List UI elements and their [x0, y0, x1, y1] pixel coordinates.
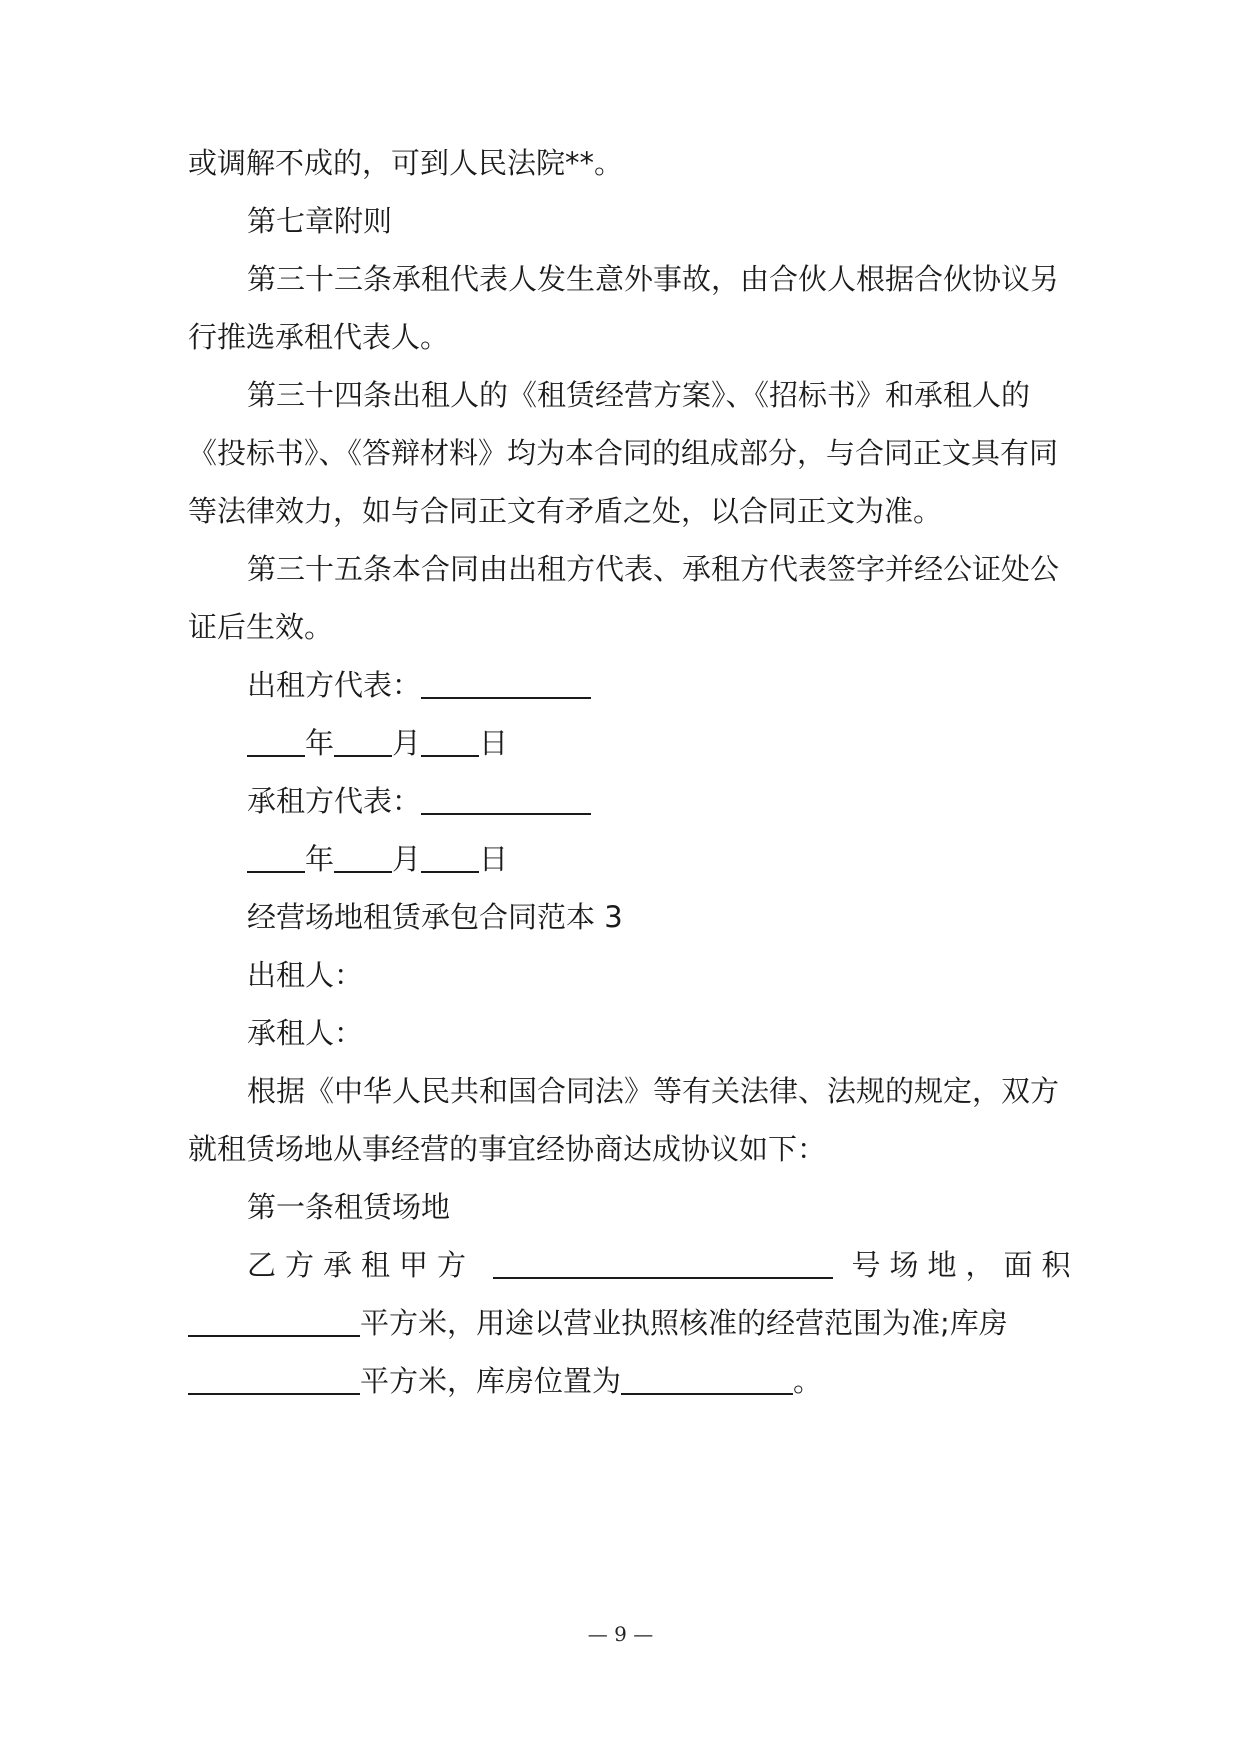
paragraph-line: 第三十五条本合同由出租方代表、承租方代表签字并经公证处公	[247, 552, 1060, 586]
article1-line2-text: 平方米，用途以营业执照核准的经营范围为准;库房	[360, 1306, 1008, 1340]
article1-line2	[188, 1303, 1068, 1343]
paragraph-line: 行推选承租代表人。	[188, 320, 450, 354]
paragraph-line: 就租赁场地从事经营的事宜经协商达成协议如下：	[188, 1132, 827, 1166]
lessor-rep-label: 出租方代表：	[247, 668, 422, 702]
storage-location-blank	[621, 1363, 793, 1395]
lessee-rep-label: 承租方代表：	[247, 784, 422, 818]
contract-title: 经营场地租赁承包合同范本 3	[247, 900, 623, 934]
lessee-date-line	[247, 839, 1067, 879]
paragraph-line: 第三十三条承租代表人发生意外事故，由合伙人根据合伙协议另	[247, 262, 1060, 296]
paragraph-line: 根据《中华人民共和国合同法》等有关法律、法规的规定，双方	[247, 1074, 1060, 1108]
month-blank	[334, 841, 392, 873]
year-blank	[247, 841, 305, 873]
lessor-signature-blank	[421, 667, 591, 699]
year-blank	[247, 725, 305, 757]
article1-line1	[247, 1245, 1080, 1285]
article-heading: 第一条租赁场地	[247, 1190, 451, 1224]
article1-part1: 乙方承租甲方	[247, 1248, 476, 1282]
day-label: 日	[479, 842, 509, 876]
article1-line3-end: 。	[793, 1364, 823, 1398]
page-number: — 9 —	[587, 1622, 654, 1646]
lessee-label: 承租人：	[247, 1016, 364, 1050]
storage-area-blank	[188, 1363, 360, 1395]
year-label: 年	[305, 842, 335, 876]
lessor-label: 出租人：	[247, 958, 364, 992]
site-number-blank	[493, 1247, 833, 1279]
lessor-date-line	[247, 723, 1067, 763]
paragraph-line: 《投标书》、《答辩材料》均为本合同的组成部分，与合同正文具有同	[188, 436, 1059, 470]
paragraph-line: 或调解不成的，可到人民法院**。	[188, 146, 624, 180]
day-blank	[421, 725, 479, 757]
article1-line3-text: 平方米，库房位置为	[360, 1364, 622, 1398]
article1-line3	[188, 1361, 1068, 1401]
article1-part2: 号场地，面积	[851, 1248, 1080, 1282]
paragraph-line: 第三十四条出租人的《租赁经营方案》、《招标书》和承租人的	[247, 378, 1031, 412]
month-blank	[334, 725, 392, 757]
area-blank	[188, 1305, 360, 1337]
paragraph-line: 证后生效。	[188, 610, 334, 644]
year-label: 年	[305, 726, 335, 760]
lessee-signature-line	[247, 781, 1067, 821]
month-label: 月	[392, 842, 422, 876]
day-label: 日	[479, 726, 509, 760]
day-blank	[421, 841, 479, 873]
lessee-signature-blank	[421, 783, 591, 815]
paragraph-line: 等法律效力，如与合同正文有矛盾之处，以合同正文为准。	[188, 494, 943, 528]
chapter-heading: 第七章附则	[247, 204, 393, 238]
lessor-signature-line	[247, 665, 1067, 705]
month-label: 月	[392, 726, 422, 760]
